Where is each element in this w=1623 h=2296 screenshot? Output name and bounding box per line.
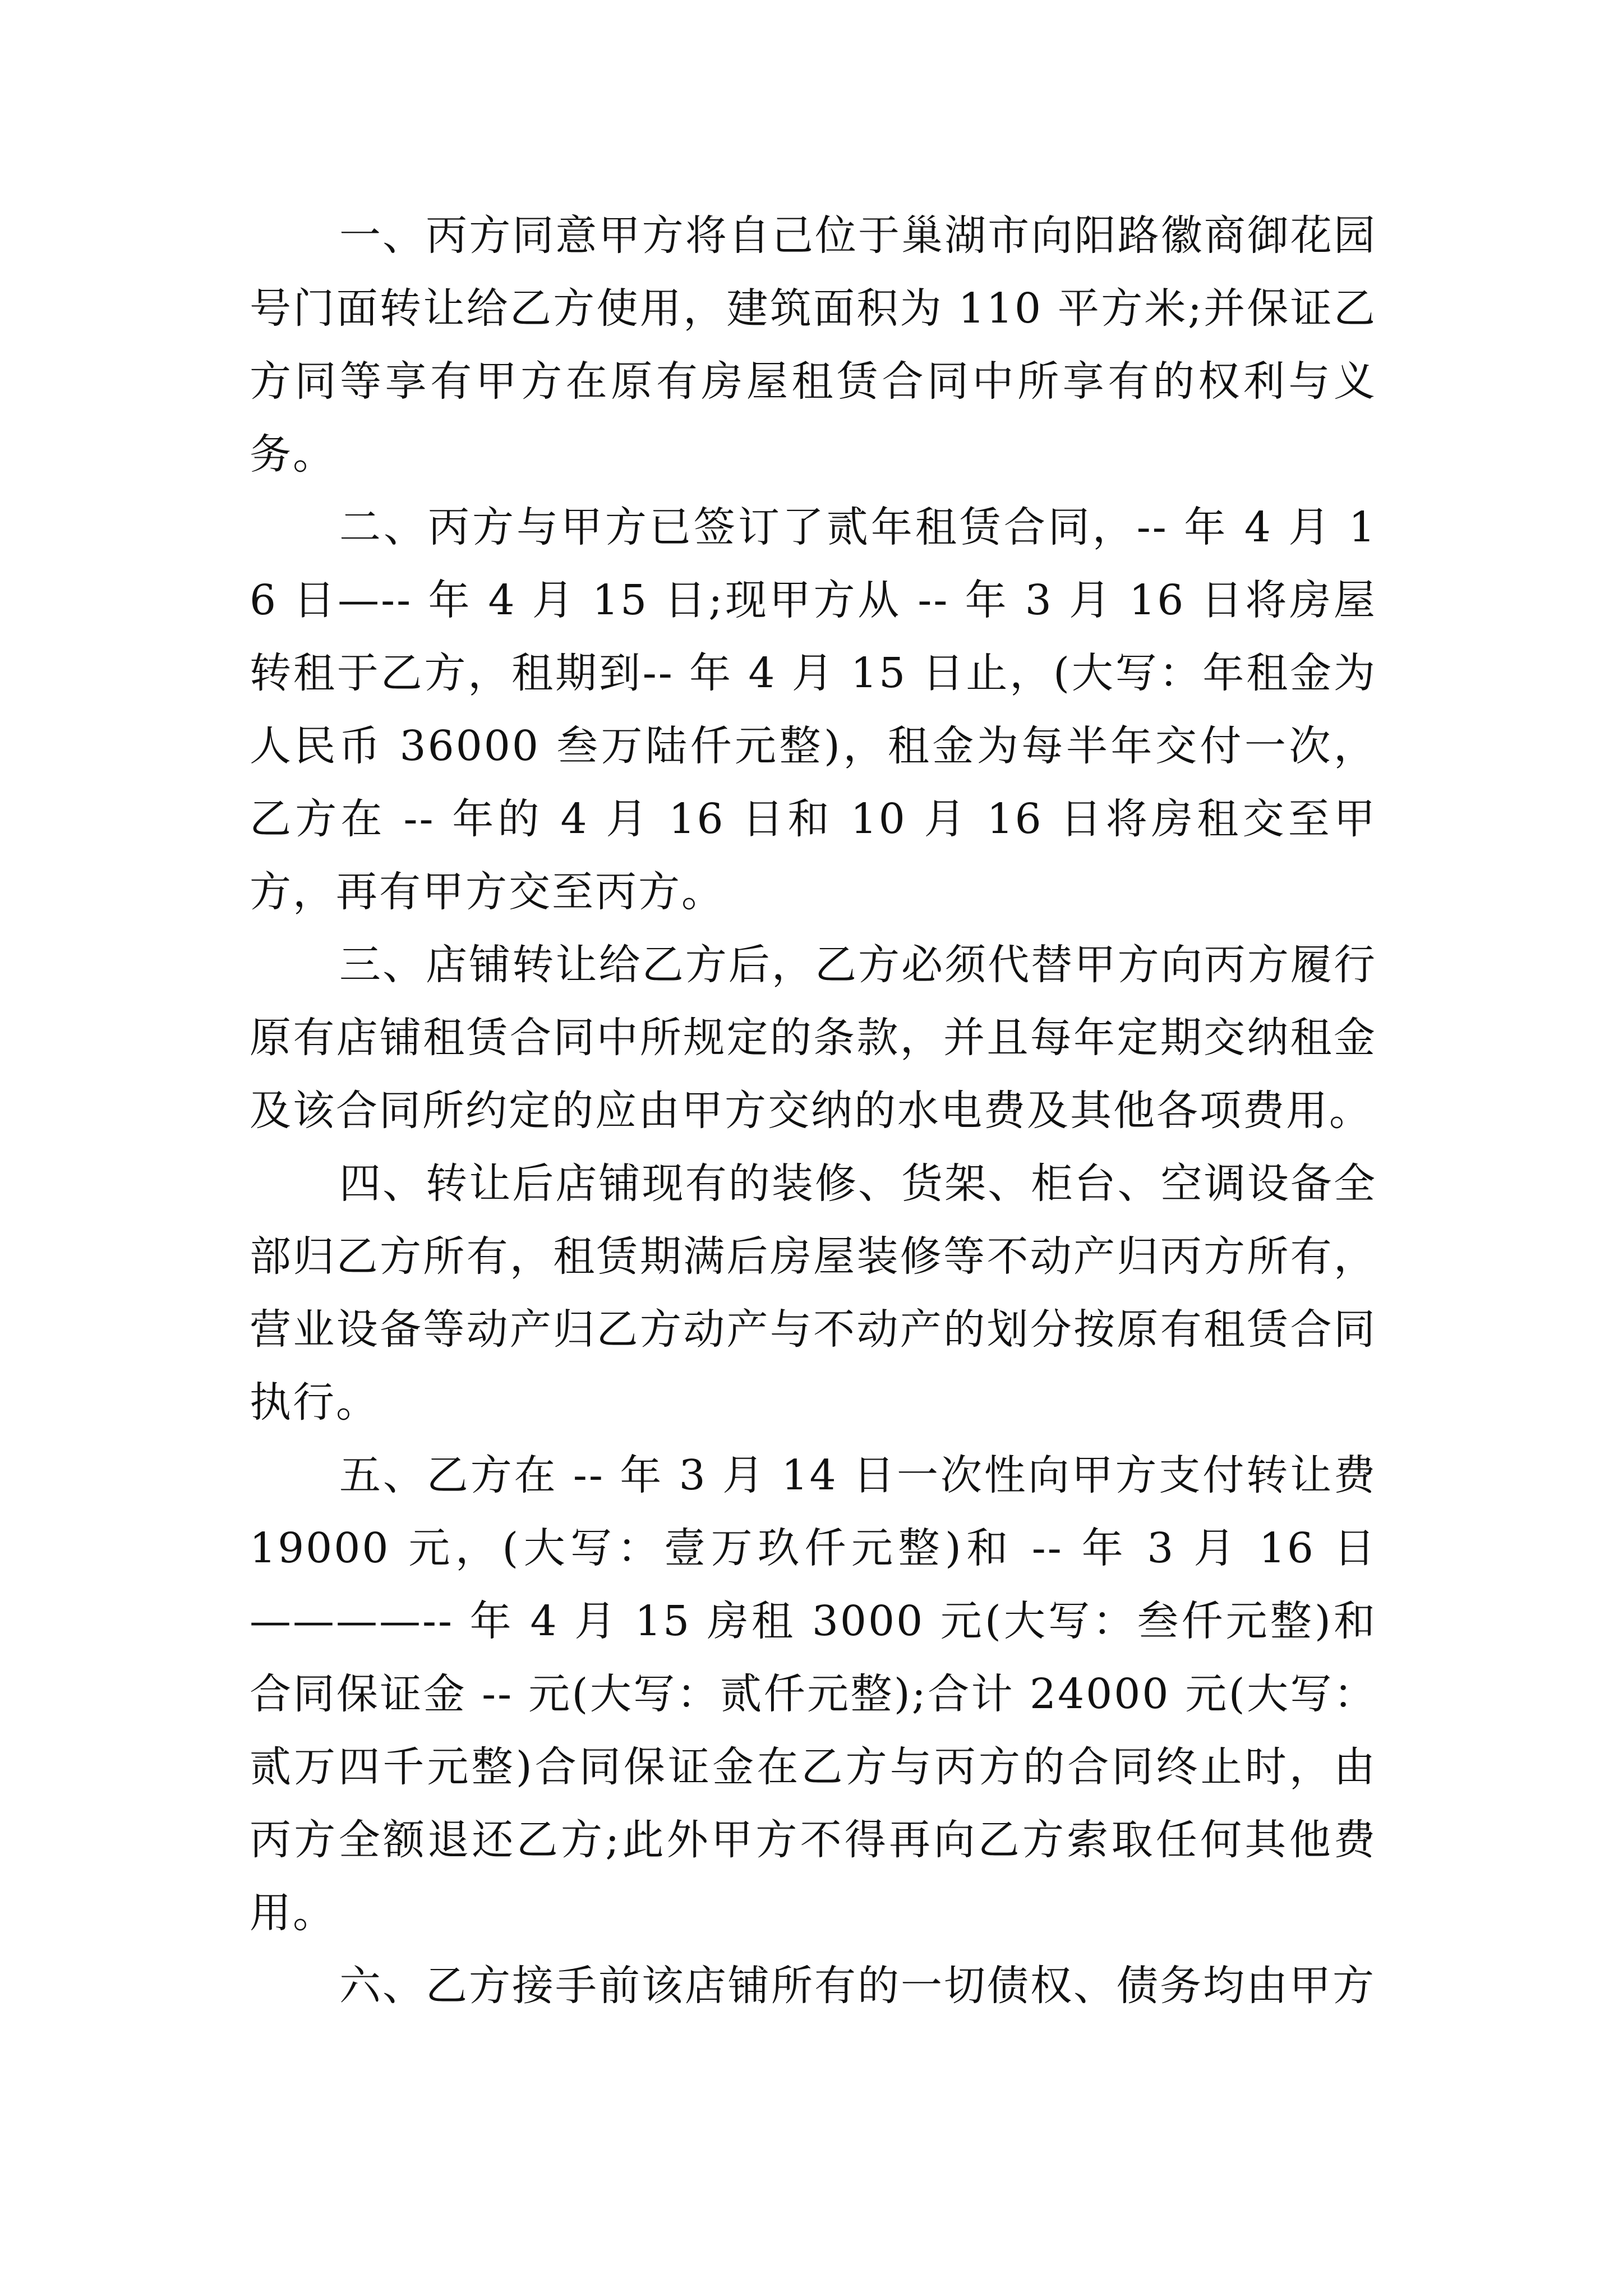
clause-2: 二、丙方与甲方已签订了贰年租赁合同，-- 年 4 月 16 日—-- 年 4 月 15 日;现甲方从 -- 年 3 月 16 日将房屋转租于乙方，租期到-- 年 4 月 15 日止，(大写：年租金为人民币 36000 叁万陆仟元整)，租金为每半年交付一次，乙方在 -- 年的 4 月 16 日和 10 月 16 日将房租交至甲方，再有甲方交至丙方。 bbox=[250, 503, 1377, 916]
clause-6: 六、乙方接手前该店铺所有的一切债权、债务均由甲方 bbox=[339, 1962, 1376, 2010]
contract-body bbox=[250, 199, 1377, 2022]
clause-4: 四、转让后店铺现有的装修、货架、柜台、空调设备全部归乙方所有，租赁期满后房屋装修等不动产归丙方所有，营业设备等动产归乙方动产与不动产的划分按原有租赁合同执行。 bbox=[250, 1159, 1377, 1427]
clause-5: 五、乙方在 -- 年 3 月 14 日一次性向甲方支付转让费 19000 元，(大写：壹万玖仟元整)和 -- 年 3 月 16 日————-- 年 4 月 15 房租 3000 元(大写：叁仟元整)和合同保证金 -- 元(大写：贰仟元整);合计 24000 元(大写：贰万四千元整)合同保证金在乙方与丙方的合同终止时，由丙方全额退还乙方;此外甲方不得再向乙方索取任何其他费用。 bbox=[250, 1451, 1377, 1937]
clause-1: 一、丙方同意甲方将自己位于巢湖市向阳路徽商御花园号门面转让给乙方使用，建筑面积为 110 平方米;并保证乙方同等享有甲方在原有房屋租赁合同中所享有的权利与义务。 bbox=[250, 211, 1377, 478]
clause-3: 三、店铺转让给乙方后，乙方必须代替甲方向丙方履行原有店铺租赁合同中所规定的条款，并且每年定期交纳租金及该合同所约定的应由甲方交纳的水电费及其他各项费用。 bbox=[250, 941, 1377, 1135]
